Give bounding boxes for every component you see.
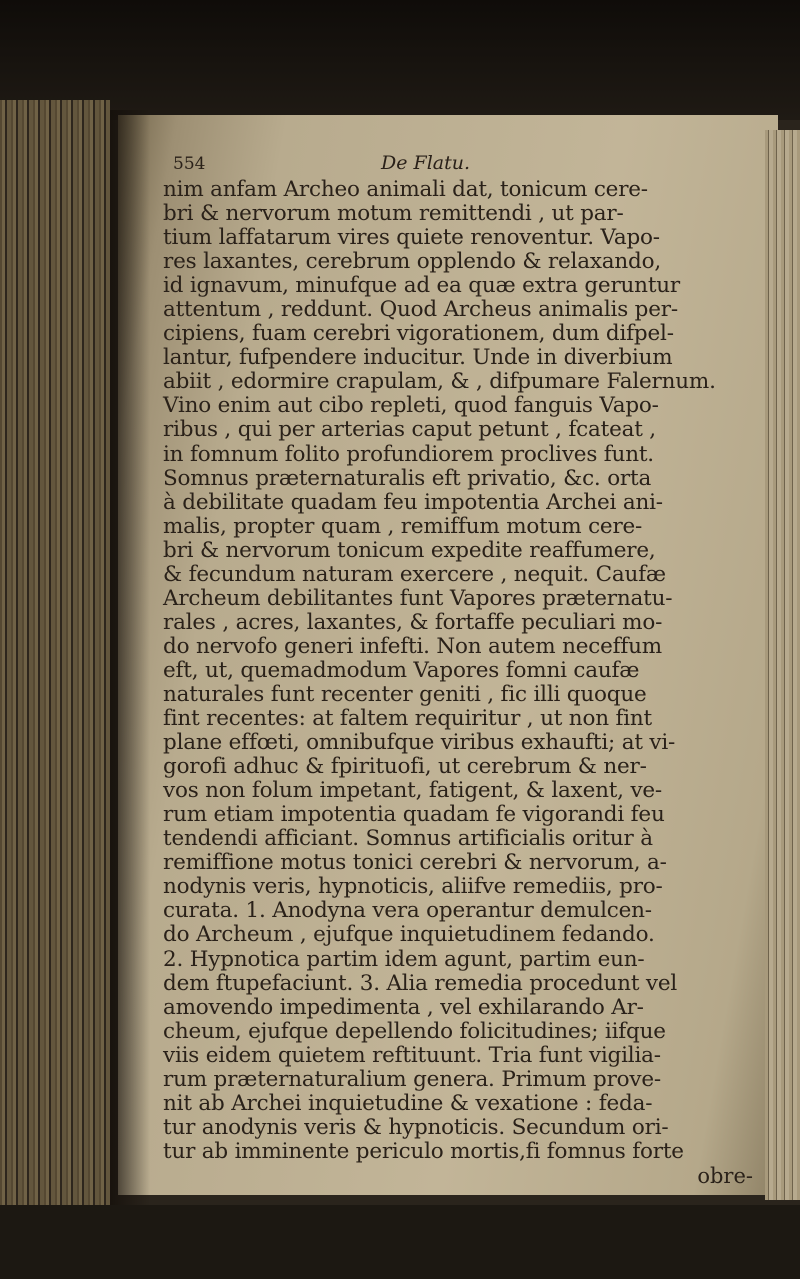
text-line: rales , acres, laxantes, & fortaffe peculiari mo- [163,609,663,635]
text-line: attentum , reddunt. Quod Archeus animalis per- [163,297,678,323]
text-line: remiffione motus tonici cerebri & nervorum, a- [163,850,667,876]
text-line: dem ftupefaciunt. 3. Alia remedia procedunt vel [163,970,678,996]
running-title: De Flatu. [381,152,471,174]
text-line: eft, ut, quemadmodum Vapores fomni caufæ [163,657,640,683]
text-line: à debilitate quadam feu impotentia Archei ani- [163,489,663,515]
page-number: 554 [173,154,206,174]
text-line: nit ab Archei inquietudine & vexatione : feda- [163,1090,653,1116]
text-line: curata. 1. Anodyna vera operantur demulcen- [163,898,652,924]
text-line: Vino enim aut cibo repleti, quod fanguis Vapo- [163,393,659,419]
text-line: tium laffatarum vires quiete renoventur. Vapo- [163,225,660,251]
text-line: ribus , qui per arterias caput petunt , fcateat , [163,417,656,443]
background-bottom [0,1205,800,1279]
text-line: rum etiam impotentia quadam fe vigorandi feu [163,802,665,828]
page-text [163,152,773,1188]
text-lines [163,178,773,1164]
text-line: Somnus præternaturalis eft privatio, &c. orta [163,465,652,491]
text-line: tur ab imminente periculo mortis,fi fomnus forte [163,1138,684,1164]
text-line: abiit , edormire crapulam, & , difpumare Falernum. [163,369,716,395]
text-line: plane effœti, omnibufque viribus exhaufti; at vi- [163,730,676,756]
text-line: cipiens, fuam cerebri vigorationem, dum difpel- [163,321,674,347]
text-line: in fomnum folito profundiorem proclives funt. [163,441,654,467]
text-line: & fecundum naturam exercere , nequit. Caufæ [163,561,666,587]
text-line: bri & nervorum tonicum expedite reaffumere, [163,537,656,563]
catchword: obre- [697,1163,753,1188]
background-top [0,0,800,120]
text-line: do nervofo generi infefti. Non autem neceffum [163,633,662,659]
page-header [163,152,773,178]
text-line: 2. Hypnotica partim idem agunt, partim eun- [163,946,645,972]
text-line: lantur, fufpendere inducitur. Unde in diverbium [163,345,673,371]
text-line: tur anodynis veris & hypnoticis. Secundum ori- [163,1114,669,1140]
text-line: nodynis veris, hypnoticis, aliifve remediis, pro- [163,874,663,900]
text-line: do Archeum , ejufque inquietudinem fedando. [163,922,655,948]
text-line: amovendo impedimenta , vel exhilarando Ar- [163,994,644,1020]
text-line: id ignavum, minufque ad ea quæ extra geruntur [163,273,680,299]
text-line: naturales funt recenter geniti , fic illi quoque [163,681,647,707]
text-line: gorofi adhuc & fpirituofi, ut cerebrum & ner- [163,754,647,780]
text-line: tendendi afficiant. Somnus artificialis oritur à [163,826,653,852]
text-line: rum præternaturalium genera. Primum prove- [163,1066,661,1092]
text-line: res laxantes, cerebrum opplendo & relaxando, [163,249,661,275]
text-line: Archeum debilitantes funt Vapores præternatu- [163,585,673,611]
text-line: cheum, ejufque depellendo folicitudines; iifque [163,1018,666,1044]
text-line: nim anfam Archeo animali dat, tonicum cere- [163,177,648,202]
text-line: viis eidem quietem reftituunt. Tria funt vigilia- [163,1042,661,1068]
text-line: malis, propter quam , remiffum motum cere- [163,513,643,539]
text-line: vos non folum impetant, fatigent, & laxent, ve- [163,778,662,804]
gutter-shadow [110,110,150,1210]
text-line: bri & nervorum motum remittendi , ut par- [163,201,624,227]
left-page-stack [0,100,110,1210]
text-line: fint recentes: at faltem requiritur , ut non fint [163,706,652,732]
